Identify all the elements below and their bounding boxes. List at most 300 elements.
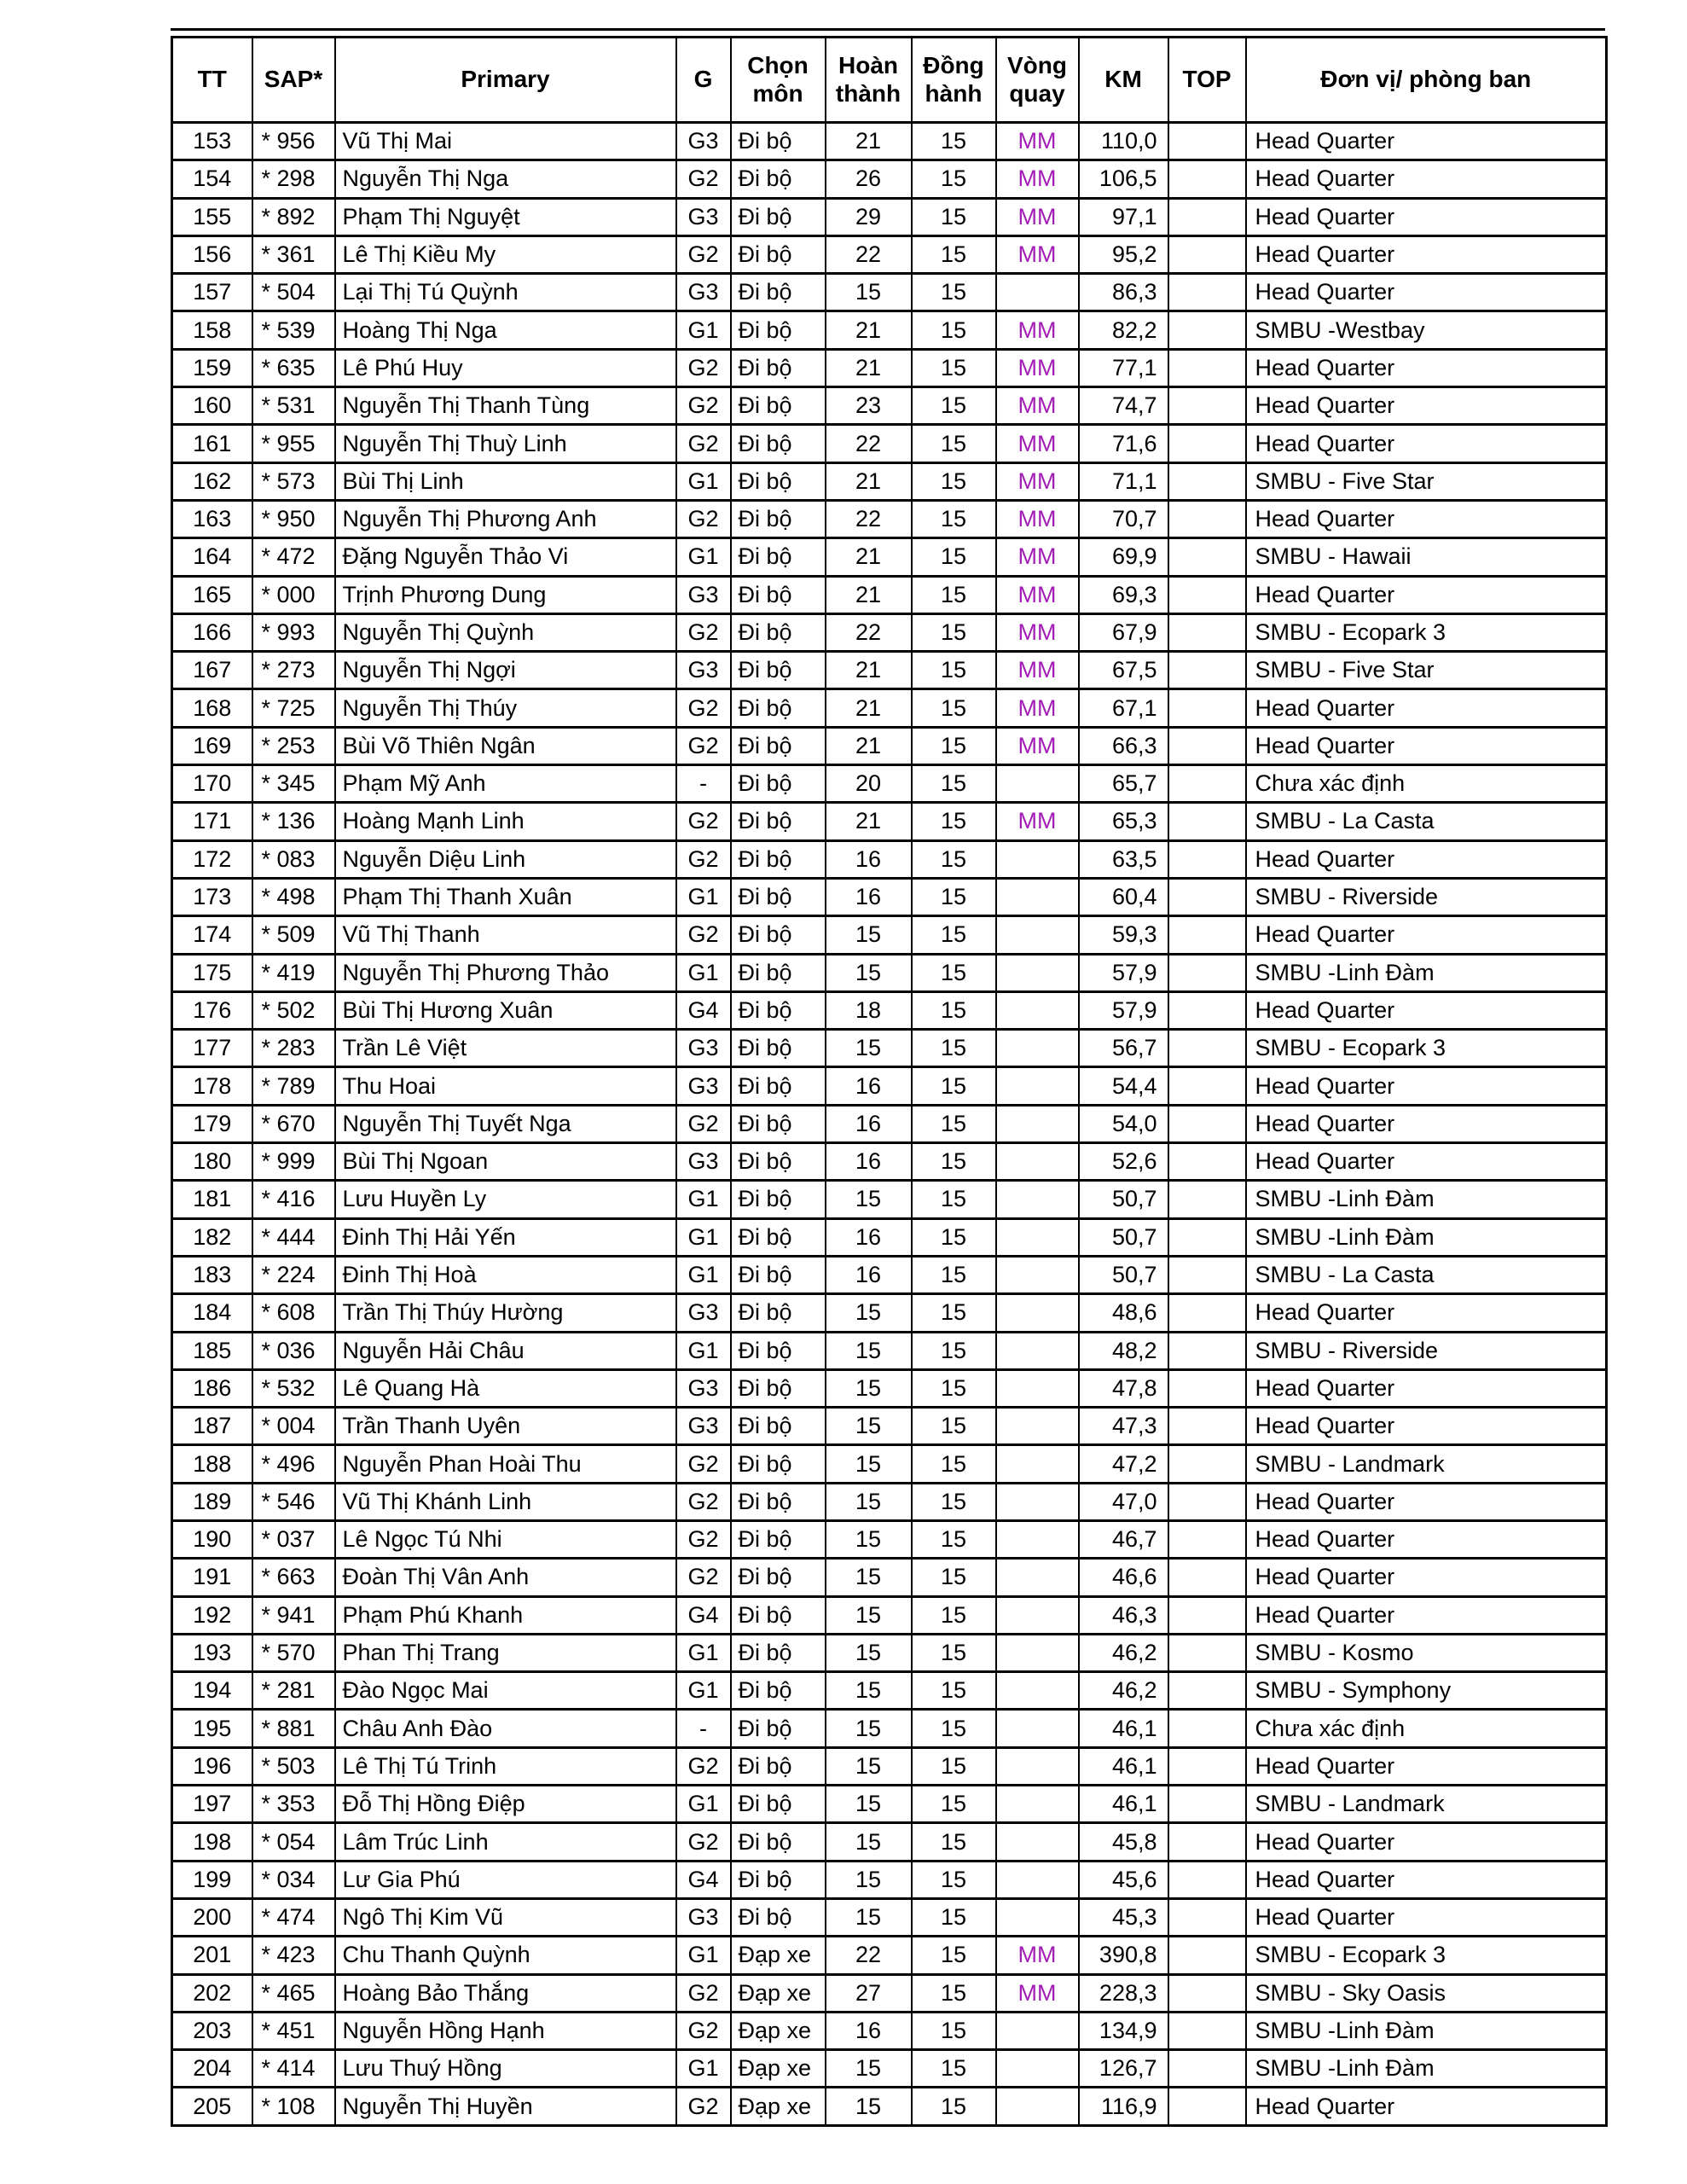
cell-donvi: SMBU - Five Star (1246, 652, 1607, 689)
cell-sap: * 414 (252, 2050, 335, 2088)
cell-dong: 15 (912, 916, 996, 954)
cell-hoan: 15 (826, 1898, 912, 1936)
table-row (172, 500, 1607, 537)
cell-top (1168, 425, 1246, 462)
table-row (172, 878, 1607, 915)
cell-primary: Bùi Thị Linh (335, 462, 676, 500)
cell-top (1168, 1937, 1246, 1974)
table-row (172, 1898, 1607, 1936)
cell-chon: Đi bộ (731, 1672, 826, 1710)
cell-primary: Vũ Thị Thanh (335, 916, 676, 954)
cell-dong: 15 (912, 274, 996, 311)
table-row (172, 1634, 1607, 1671)
cell-dong: 15 (912, 954, 996, 991)
cell-chon: Đi bộ (731, 500, 826, 537)
table-row (172, 311, 1607, 349)
cell-dong: 15 (912, 1559, 996, 1596)
cell-chon: Đi bộ (731, 1181, 826, 1218)
cell-dong: 15 (912, 689, 996, 727)
cell-vong (996, 1143, 1079, 1181)
cell-dong: 15 (912, 1747, 996, 1785)
cell-dong: 15 (912, 235, 996, 273)
cell-tt: 186 (172, 1369, 252, 1407)
cell-dong: 15 (912, 1294, 996, 1332)
cell-g: G1 (676, 1332, 731, 1369)
cell-hoan: 16 (826, 1256, 912, 1293)
cell-hoan: 15 (826, 1559, 912, 1596)
cell-sap: * 444 (252, 1218, 335, 1256)
col-header-top: TOP (1168, 38, 1246, 123)
cell-sap: * 000 (252, 576, 335, 613)
cell-primary: Đinh Thị Hoà (335, 1256, 676, 1293)
cell-primary: Nguyễn Thị Huyền (335, 2088, 676, 2125)
cell-chon: Đi bộ (731, 1483, 826, 1520)
cell-g: G1 (676, 1218, 731, 1256)
cell-top (1168, 1445, 1246, 1483)
cell-km: 46,2 (1079, 1672, 1168, 1710)
cell-sap: * 004 (252, 1408, 335, 1445)
cell-g: G1 (676, 1937, 731, 1974)
cell-hoan: 15 (826, 1030, 912, 1067)
cell-chon: Đi bộ (731, 1861, 826, 1898)
table-row (172, 1520, 1607, 1558)
cell-top (1168, 1483, 1246, 1520)
cell-donvi: Chưa xác định (1246, 1710, 1607, 1747)
cell-primary: Lê Thị Tú Trinh (335, 1747, 676, 1785)
cell-tt: 202 (172, 1974, 252, 2012)
cell-primary: Đỗ Thị Hồng Điệp (335, 1786, 676, 1823)
cell-km: 86,3 (1079, 274, 1168, 311)
cell-sap: * 465 (252, 1974, 335, 2012)
cell-hoan: 15 (826, 274, 912, 311)
cell-tt: 182 (172, 1218, 252, 1256)
cell-chon: Đi bộ (731, 1105, 826, 1142)
cell-dong: 15 (912, 803, 996, 840)
cell-g: G2 (676, 425, 731, 462)
cell-top (1168, 311, 1246, 349)
cell-g: G2 (676, 916, 731, 954)
cell-g: G2 (676, 349, 731, 386)
cell-tt: 154 (172, 160, 252, 198)
table-row (172, 576, 1607, 613)
cell-tt: 163 (172, 500, 252, 537)
cell-km: 50,7 (1079, 1256, 1168, 1293)
cell-sap: * 941 (252, 1596, 335, 1634)
cell-vong (996, 916, 1079, 954)
cell-hoan: 16 (826, 1105, 912, 1142)
cell-tt: 200 (172, 1898, 252, 1936)
cell-dong: 15 (912, 1445, 996, 1483)
cell-km: 57,9 (1079, 954, 1168, 991)
cell-g: G1 (676, 1256, 731, 1293)
cell-primary: Trần Thanh Uyên (335, 1408, 676, 1445)
ranking-table (171, 36, 1608, 2127)
cell-vong: MM (996, 538, 1079, 576)
cell-top (1168, 2012, 1246, 2049)
table-row (172, 1067, 1607, 1105)
cell-tt: 157 (172, 274, 252, 311)
cell-chon: Đi bộ (731, 1030, 826, 1067)
cell-top (1168, 500, 1246, 537)
cell-km: 48,2 (1079, 1332, 1168, 1369)
cell-vong (996, 1634, 1079, 1671)
cell-chon: Đi bộ (731, 160, 826, 198)
cell-km: 46,7 (1079, 1520, 1168, 1558)
cell-km: 116,9 (1079, 2088, 1168, 2125)
cell-tt: 201 (172, 1937, 252, 1974)
cell-km: 46,1 (1079, 1710, 1168, 1747)
table-row (172, 1030, 1607, 1067)
cell-donvi: Head Quarter (1246, 1520, 1607, 1558)
cell-donvi: Head Quarter (1246, 1067, 1607, 1105)
cell-g: G2 (676, 500, 731, 537)
col-header-dong: Đồng hành (912, 38, 996, 123)
cell-vong: MM (996, 613, 1079, 651)
cell-tt: 197 (172, 1786, 252, 1823)
cell-chon: Đi bộ (731, 689, 826, 727)
cell-tt: 198 (172, 1823, 252, 1861)
cell-primary: Vũ Thị Mai (335, 123, 676, 160)
cell-top (1168, 538, 1246, 576)
cell-hoan: 15 (826, 1747, 912, 1785)
table-row (172, 1786, 1607, 1823)
cell-top (1168, 1634, 1246, 1671)
cell-tt: 193 (172, 1634, 252, 1671)
cell-chon: Đi bộ (731, 1898, 826, 1936)
cell-donvi: Head Quarter (1246, 1294, 1607, 1332)
table-row (172, 1181, 1607, 1218)
cell-sap: * 789 (252, 1067, 335, 1105)
cell-vong (996, 2050, 1079, 2088)
cell-g: G3 (676, 1030, 731, 1067)
cell-sap: * 298 (252, 160, 335, 198)
cell-dong: 15 (912, 311, 996, 349)
cell-km: 65,3 (1079, 803, 1168, 840)
cell-chon: Đi bộ (731, 1143, 826, 1181)
cell-top (1168, 1408, 1246, 1445)
cell-donvi: SMBU -Linh Đàm (1246, 1218, 1607, 1256)
cell-hoan: 15 (826, 1861, 912, 1898)
table-row (172, 1596, 1607, 1634)
cell-g: G2 (676, 803, 731, 840)
cell-donvi: SMBU - La Casta (1246, 1256, 1607, 1293)
cell-vong: MM (996, 1937, 1079, 1974)
table-row (172, 727, 1607, 764)
cell-hoan: 22 (826, 1937, 912, 1974)
cell-chon: Đi bộ (731, 425, 826, 462)
cell-dong: 15 (912, 1520, 996, 1558)
cell-dong: 15 (912, 2012, 996, 2049)
cell-km: 46,1 (1079, 1786, 1168, 1823)
cell-g: G3 (676, 1143, 731, 1181)
cell-primary: Thu Hoai (335, 1067, 676, 1105)
cell-dong: 15 (912, 1030, 996, 1067)
cell-chon: Đi bộ (731, 1710, 826, 1747)
cell-tt: 181 (172, 1181, 252, 1218)
cell-vong (996, 1105, 1079, 1142)
cell-hoan: 20 (826, 765, 912, 803)
cell-tt: 166 (172, 613, 252, 651)
table-row (172, 991, 1607, 1029)
cell-km: 69,3 (1079, 576, 1168, 613)
cell-g: G2 (676, 1559, 731, 1596)
cell-g: G3 (676, 652, 731, 689)
cell-vong (996, 765, 1079, 803)
cell-top (1168, 840, 1246, 878)
cell-vong (996, 1861, 1079, 1898)
cell-sap: * 054 (252, 1823, 335, 1861)
cell-hoan: 15 (826, 2088, 912, 2125)
cell-hoan: 23 (826, 387, 912, 425)
table-row (172, 160, 1607, 198)
cell-km: 48,6 (1079, 1294, 1168, 1332)
cell-chon: Đạp xe (731, 2050, 826, 2088)
cell-top (1168, 1332, 1246, 1369)
cell-primary: Nguyễn Thị Tuyết Nga (335, 1105, 676, 1142)
col-header-primary: Primary (335, 38, 676, 123)
cell-sap: * 635 (252, 349, 335, 386)
cell-vong (996, 1747, 1079, 1785)
cell-dong: 15 (912, 160, 996, 198)
cell-dong: 15 (912, 1218, 996, 1256)
cell-top (1168, 1672, 1246, 1710)
cell-vong (996, 1030, 1079, 1067)
cell-dong: 15 (912, 1483, 996, 1520)
cell-donvi: Head Quarter (1246, 840, 1607, 878)
cell-dong: 15 (912, 991, 996, 1029)
cell-vong (996, 1332, 1079, 1369)
cell-g: G2 (676, 1483, 731, 1520)
table-row (172, 1408, 1607, 1445)
cell-chon: Đi bộ (731, 311, 826, 349)
cell-g: G4 (676, 1596, 731, 1634)
cell-top (1168, 1067, 1246, 1105)
cell-vong: MM (996, 349, 1079, 386)
cell-top (1168, 1181, 1246, 1218)
cell-dong: 15 (912, 1634, 996, 1671)
cell-dong: 15 (912, 652, 996, 689)
header-row (172, 38, 1607, 123)
cell-top (1168, 462, 1246, 500)
cell-km: 47,0 (1079, 1483, 1168, 1520)
cell-vong (996, 1067, 1079, 1105)
cell-hoan: 15 (826, 1294, 912, 1332)
table-row (172, 349, 1607, 386)
cell-hoan: 21 (826, 462, 912, 500)
cell-chon: Đi bộ (731, 387, 826, 425)
cell-donvi: SMBU -Linh Đàm (1246, 2012, 1607, 2049)
cell-chon: Đi bộ (731, 765, 826, 803)
cell-g: G2 (676, 2088, 731, 2125)
cell-g: G3 (676, 1898, 731, 1936)
cell-sap: * 955 (252, 425, 335, 462)
cell-primary: Lâm Trúc Linh (335, 1823, 676, 1861)
cell-g: G1 (676, 1786, 731, 1823)
cell-vong (996, 840, 1079, 878)
cell-tt: 162 (172, 462, 252, 500)
cell-chon: Đi bộ (731, 916, 826, 954)
table-row (172, 1445, 1607, 1483)
cell-donvi: SMBU - Symphony (1246, 1672, 1607, 1710)
col-header-chon: Chọn môn (731, 38, 826, 123)
cell-primary: Đào Ngọc Mai (335, 1672, 676, 1710)
cell-sap: * 950 (252, 500, 335, 537)
cell-tt: 183 (172, 1256, 252, 1293)
cell-chon: Đạp xe (731, 2088, 826, 2125)
table-row (172, 1672, 1607, 1710)
cell-hoan: 29 (826, 198, 912, 235)
cell-vong: MM (996, 462, 1079, 500)
cell-primary: Nguyễn Thị Thúy (335, 689, 676, 727)
cell-top (1168, 1294, 1246, 1332)
cell-donvi: Head Quarter (1246, 689, 1607, 727)
cell-donvi: Head Quarter (1246, 1823, 1607, 1861)
cell-sap: * 503 (252, 1747, 335, 1785)
cell-dong: 15 (912, 1256, 996, 1293)
cell-chon: Đi bộ (731, 803, 826, 840)
cell-tt: 173 (172, 878, 252, 915)
cell-g: G3 (676, 1369, 731, 1407)
cell-hoan: 22 (826, 235, 912, 273)
cell-hoan: 21 (826, 311, 912, 349)
cell-donvi: Chưa xác định (1246, 765, 1607, 803)
cell-primary: Vũ Thị Khánh Linh (335, 1483, 676, 1520)
cell-dong: 15 (912, 1786, 996, 1823)
cell-hoan: 22 (826, 613, 912, 651)
cell-donvi: Head Quarter (1246, 1105, 1607, 1142)
cell-vong (996, 1596, 1079, 1634)
cell-chon: Đi bộ (731, 1408, 826, 1445)
table-row (172, 689, 1607, 727)
cell-donvi: Head Quarter (1246, 576, 1607, 613)
cell-vong (996, 274, 1079, 311)
cell-tt: 191 (172, 1559, 252, 1596)
cell-primary: Nguyễn Hải Châu (335, 1332, 676, 1369)
cell-km: 63,5 (1079, 840, 1168, 878)
table-row (172, 1710, 1607, 1747)
cell-g: G1 (676, 538, 731, 576)
cell-primary: Bùi Thị Hương Xuân (335, 991, 676, 1029)
cell-hoan: 21 (826, 689, 912, 727)
cell-hoan: 21 (826, 727, 912, 764)
cell-km: 67,1 (1079, 689, 1168, 727)
table-row (172, 2088, 1607, 2125)
cell-tt: 190 (172, 1520, 252, 1558)
cell-chon: Đi bộ (731, 613, 826, 651)
cell-chon: Đi bộ (731, 198, 826, 235)
cell-top (1168, 727, 1246, 764)
cell-sap: * 608 (252, 1294, 335, 1332)
cell-tt: 177 (172, 1030, 252, 1067)
cell-donvi: Head Quarter (1246, 425, 1607, 462)
cell-sap: * 273 (252, 652, 335, 689)
cell-km: 45,3 (1079, 1898, 1168, 1936)
cell-top (1168, 235, 1246, 273)
cell-km: 126,7 (1079, 2050, 1168, 2088)
cell-g: G1 (676, 462, 731, 500)
cell-chon: Đi bộ (731, 840, 826, 878)
cell-g: G1 (676, 1634, 731, 1671)
cell-chon: Đi bộ (731, 123, 826, 160)
cell-tt: 160 (172, 387, 252, 425)
cell-vong (996, 1445, 1079, 1483)
cell-vong (996, 1256, 1079, 1293)
cell-sap: * 419 (252, 954, 335, 991)
cell-top (1168, 198, 1246, 235)
cell-donvi: Head Quarter (1246, 1143, 1607, 1181)
cell-tt: 170 (172, 765, 252, 803)
cell-primary: Lê Ngọc Tú Nhi (335, 1520, 676, 1558)
cell-chon: Đi bộ (731, 1369, 826, 1407)
cell-g: - (676, 765, 731, 803)
cell-hoan: 21 (826, 576, 912, 613)
cell-sap: * 416 (252, 1181, 335, 1218)
cell-vong (996, 1294, 1079, 1332)
col-header-hoan: Hoàn thành (826, 38, 912, 123)
cell-donvi: Head Quarter (1246, 160, 1607, 198)
cell-donvi: Head Quarter (1246, 1861, 1607, 1898)
cell-sap: * 573 (252, 462, 335, 500)
cell-hoan: 15 (826, 1181, 912, 1218)
cell-km: 134,9 (1079, 2012, 1168, 2049)
cell-sap: * 670 (252, 1105, 335, 1142)
table-row (172, 198, 1607, 235)
cell-top (1168, 689, 1246, 727)
cell-donvi: Head Quarter (1246, 1559, 1607, 1596)
table-header (172, 38, 1607, 123)
table-row (172, 954, 1607, 991)
cell-top (1168, 123, 1246, 160)
cell-tt: 178 (172, 1067, 252, 1105)
cell-hoan: 22 (826, 425, 912, 462)
cell-sap: * 663 (252, 1559, 335, 1596)
cell-sap: * 504 (252, 274, 335, 311)
cell-hoan: 18 (826, 991, 912, 1029)
cell-hoan: 15 (826, 1786, 912, 1823)
cell-dong: 15 (912, 462, 996, 500)
table-body (172, 123, 1607, 2126)
cell-chon: Đi bộ (731, 1786, 826, 1823)
cell-vong: MM (996, 235, 1079, 273)
cell-sap: * 353 (252, 1786, 335, 1823)
cell-km: 71,6 (1079, 425, 1168, 462)
cell-dong: 15 (912, 727, 996, 764)
cell-km: 52,6 (1079, 1143, 1168, 1181)
cell-primary: Hoàng Mạnh Linh (335, 803, 676, 840)
cell-primary: Nguyễn Phan Hoài Thu (335, 1445, 676, 1483)
cell-primary: Hoàng Bảo Thắng (335, 1974, 676, 2012)
table-row (172, 274, 1607, 311)
cell-tt: 192 (172, 1596, 252, 1634)
cell-km: 46,6 (1079, 1559, 1168, 1596)
table-row (172, 1747, 1607, 1785)
cell-donvi: SMBU - Landmark (1246, 1786, 1607, 1823)
table-row (172, 916, 1607, 954)
cell-km: 65,7 (1079, 765, 1168, 803)
cell-km: 95,2 (1079, 235, 1168, 273)
cell-sap: * 108 (252, 2088, 335, 2125)
cell-sap: * 881 (252, 1710, 335, 1747)
cell-dong: 15 (912, 613, 996, 651)
cell-top (1168, 1218, 1246, 1256)
cell-top (1168, 991, 1246, 1029)
cell-vong (996, 1520, 1079, 1558)
cell-vong: MM (996, 803, 1079, 840)
cell-top (1168, 1256, 1246, 1293)
cell-km: 82,2 (1079, 311, 1168, 349)
cell-dong: 15 (912, 1823, 996, 1861)
cell-primary: Phạm Phú Khanh (335, 1596, 676, 1634)
